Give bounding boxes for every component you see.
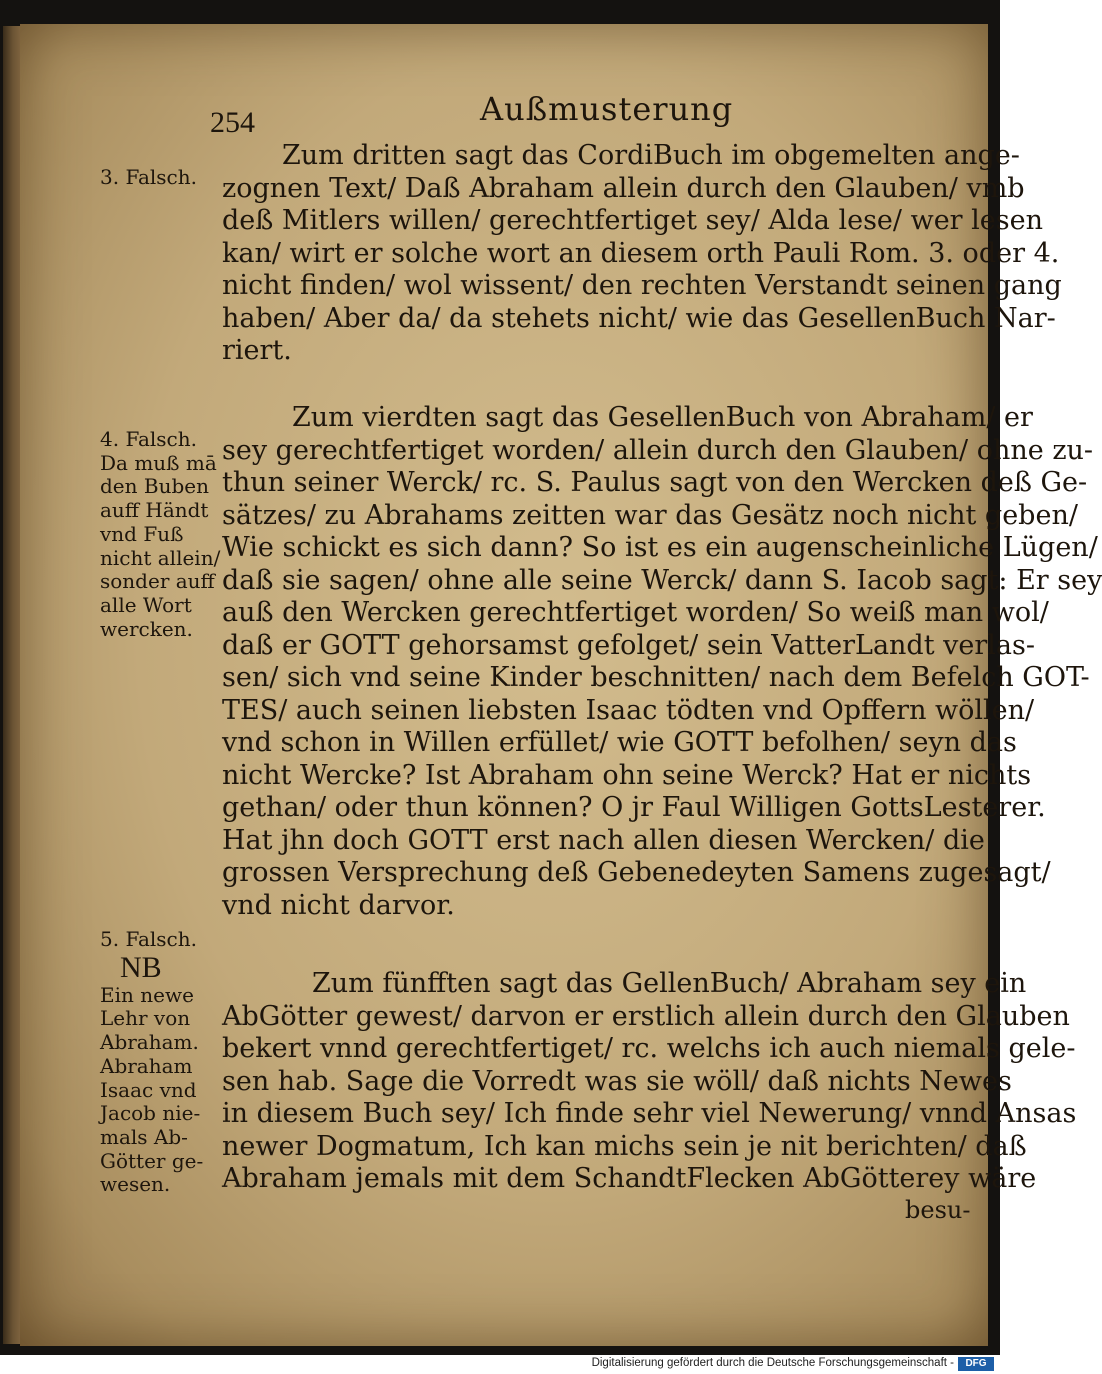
marginal-line: den Buben [100,474,209,499]
text-line: Abraham jemals mit dem SchandtFlecken AbGötterey wäre [222,1163,1037,1194]
paragraph-third [222,140,1062,368]
text-line: TES/ auch seinen liebsten Isaac tödten vnd Opffern wöllen/ [222,694,1035,726]
text-line: haben/ Aber da/ da stehets nicht/ wie das GesellenBuch Nar- [222,302,1056,334]
text-line: sey gerechtfertiget worden/ allein durch den Glauben/ ohne zu- [222,434,1094,466]
text-line: bekert vnnd gerechtfertiget/ rc. welchs ich auch niemals gele- [222,1033,1076,1064]
text-line: Zum fünfften sagt das GellenBuch/ Abraham sey ein [312,968,1027,999]
text-line: kan/ wirt er solche wort an diesem orth Pauli Rom. 3. oder 4. [222,237,1060,269]
text-line: AbGötter gewest/ darvon er erstlich allein durch den Glauben [222,1000,1070,1032]
marginal-line: auff Händt [100,498,209,523]
page-heading: Außmusterung [480,90,734,128]
dfg-logo[interactable]: DFG [958,1357,994,1371]
footer-credit: Digitalisierung gefördert durch die Deutsche Forschungsgemeinschaft - [591,1357,954,1369]
marginal-line: sonder auff [100,569,215,594]
text-line: riert. [222,335,292,366]
marginal-line: wesen. [100,1172,171,1197]
text-line: sätzes/ zu Abrahams zeitten war das Gesätz noch nicht geben/ [222,499,1078,531]
text-line: daß sie sagen/ ohne alle seine Werck/ dann S. Iacob sagt: Er sey [222,564,1102,596]
marginal-line: Götter ge- [100,1148,204,1173]
footer-bar [0,1355,1000,1374]
text-line: sen hab. Sage die Vorredt was sie wöll/ daß nichts Newes [222,1065,1012,1097]
marginal-line: wercken. [100,616,193,641]
marginal-label: 4. Falsch. [100,427,197,451]
text-line: newer Dogmatum, Ich kan michs sein je nit berichten/ daß [222,1130,1027,1162]
text-line: vnd nicht darvor. [222,889,455,921]
nota-bene-mark: NB [120,950,162,984]
paragraph-fourth [222,402,1102,922]
text-line: sen/ sich vnd seine Kinder beschnitten/ nach dem Befelch GOT- [222,662,1090,693]
marginal-label: 5. Falsch. [100,927,197,951]
text-line: grossen Versprechung deß Gebenedeyten Samens zugesagt/ [222,857,1051,888]
marginal-line: Jacob nie- [100,1101,201,1126]
text-line: gethan/ oder thun können? O jr Faul Willigen GottsLesterer. [222,792,1046,823]
marginal-line: Abraham [100,1053,193,1078]
text-line: nicht finden/ wol wissent/ den rechten Verstandt seinen gang [222,270,1062,301]
text-line: Zum dritten sagt das CordiBuch im obgemelten ange- [282,140,1020,171]
marginal-note-4 [100,428,230,641]
text-line: daß er GOTT gehorsamst gefolget/ sein VatterLandt verlas- [222,629,1035,661]
marginal-line: alle Wort [100,592,192,617]
marginal-line: vnd Fuß [100,521,184,546]
marginal-line: Isaac vnd [100,1077,197,1102]
text-line: nicht Wercke? Ist Abraham ohn seine Werck? Hat er nichts [222,759,1032,791]
text-line: Zum vierdten sagt das GesellenBuch von Abraham/ er [292,402,1033,433]
marginal-note-3 [100,166,230,190]
marginal-line: nicht allein/ [100,545,221,570]
marginal-line: Abraham. [100,1030,199,1055]
paragraph-fifth [222,968,1077,1196]
marginal-line: Da muß mā [100,450,217,475]
text-line: vnd schon in Willen erfüllet/ wie GOTT befolhen/ seyn das [222,727,1017,758]
marginal-label: 3. Falsch. [100,165,197,189]
text-line: zognen Text/ Daß Abraham allein durch den Glauben/ vmb [222,172,1025,204]
text-line: thun seiner Werck/ rc. S. Paulus sagt von den Wercken deß Ge- [222,467,1088,498]
marginal-line: Lehr von [100,1006,191,1031]
text-line: Hat jhn doch GOTT erst nach allen diesen Wercken/ die [222,824,985,856]
marginal-line: mals Ab- [100,1124,188,1149]
page-number: 254 [210,106,255,139]
text-line: in diesem Buch sey/ Ich finde sehr viel Newerung/ vnnd Ansas [222,1098,1077,1129]
text-line: auß den Wercken gerechtfertiget worden/ So weiß man wol/ [222,597,1049,628]
catchword: besu- [905,1196,971,1224]
marginal-note-5 [100,928,230,1197]
text-line: deß Mitlers willen/ gerechtfertiget sey/ Alda lese/ wer lesen [222,205,1044,236]
marginal-line: Ein newe [100,982,194,1007]
text-line: Wie schickt es sich dann? So ist es ein augenscheinliche Lügen/ [222,532,1098,563]
